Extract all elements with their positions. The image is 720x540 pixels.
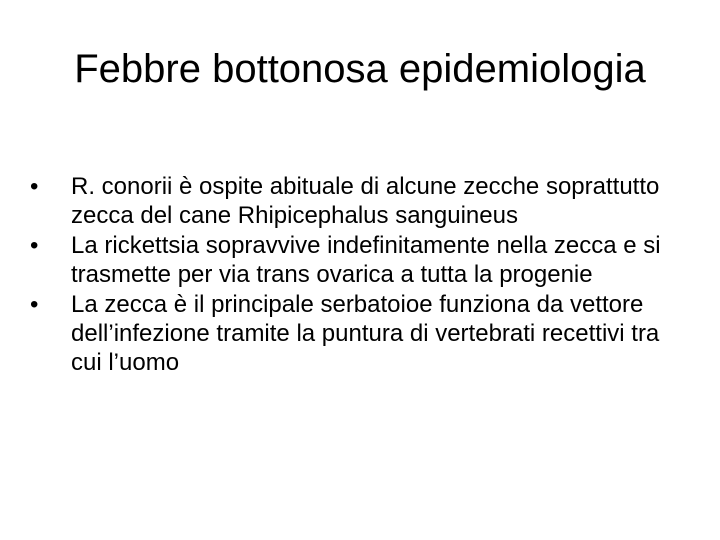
bullet-text: La zecca è il principale serbatoioe funziona da vettore dell’infezione tramite la puntura di vertebrati recettivi tra cui l’uomo <box>71 290 660 377</box>
bullet-list <box>30 172 680 378</box>
slide-title: Febbre bottonosa epidemiologia <box>74 47 646 91</box>
bullet-item <box>30 231 680 290</box>
bullet-text: La rickettsia sopravvive indefinitamente nella zecca e si trasmette per via trans ovarica a tutta la progenie <box>71 231 661 289</box>
bullet-text: R. conorii è ospite abituale di alcune zecche soprattutto zecca del cane Rhipicephalus sanguineus <box>71 173 660 230</box>
bullet-icon: • <box>30 290 39 318</box>
bullet-icon: • <box>30 231 39 259</box>
bullet-icon: • <box>30 173 39 200</box>
bullet-item <box>30 172 680 231</box>
bullet-item <box>30 290 680 378</box>
